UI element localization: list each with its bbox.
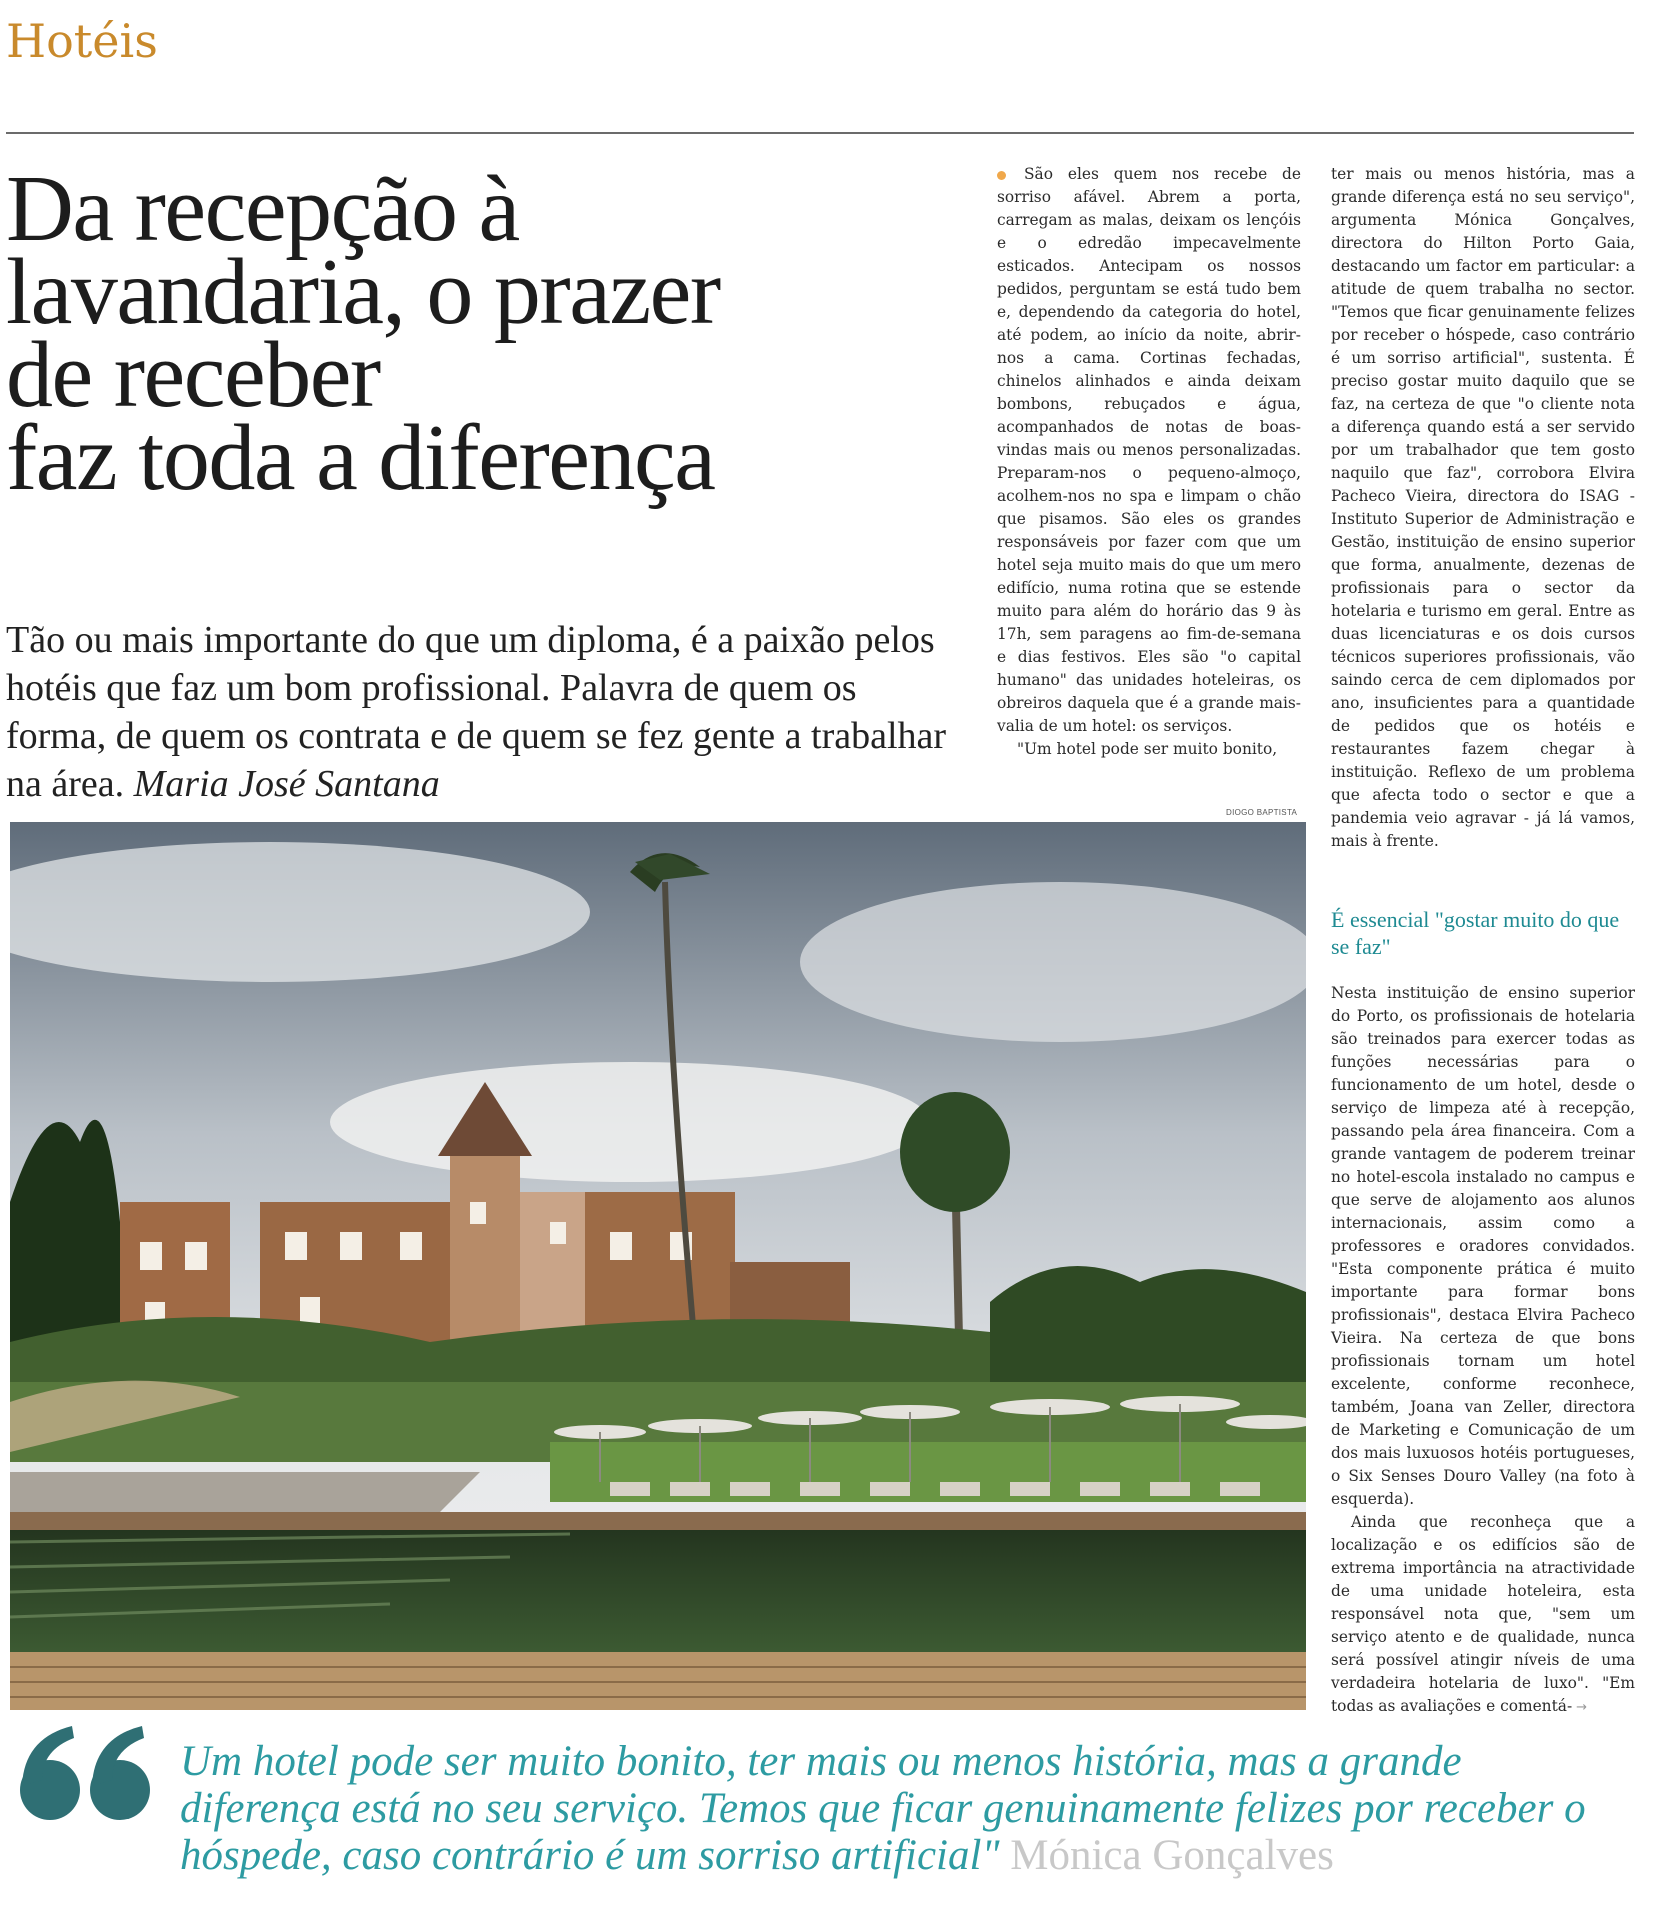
hotel-photo [10, 822, 1306, 1710]
quote-mark-icon [12, 1718, 162, 1832]
subheading: É essencial "gostar muito do que se faz" [1331, 907, 1620, 959]
headline-line: faz toda a diferença [6, 406, 715, 510]
headline-line: Da recepção à [6, 157, 519, 261]
body-paragraph: Ainda que reconheça que a localização e os edifícios são de extrema importância na atractividade de uma unidade hoteleira, esta responsável nota que, "sem um serviço atento e de qualidade, nunca será possível atingir níveis de uma verdadeira hotelaria de luxo". "Em todas as avaliações e comentá- → [1331, 1513, 1635, 1715]
body-paragraph: Nesta instituição de ensino superior do Porto, os profissionais de hotelaria são treinados para exercer todas as funções necessárias para o funcionamento de um hotel, desde o serviço de limpeza até à recepção, passando pela área financeira. Com a grande vantagem de poderem treinar no hotel-escola instalado no campus e que serve de alojamento aos alunos internacionais, assim como a professores e oradores convidados. "Esta componente prática é muito importante para formar bons profissionais", destaca Elvira Pacheco Vieira. Na certeza de que bons profissionais tornam um hotel excelente, conforme reconhece, também, Joana van Zeller, directora de Marketing e Comunicação de um dos mais luxuosos hotéis portugueses, o Six Senses Douro Valley (na foto à esquerda). [1331, 984, 1635, 1508]
body-paragraph: São eles quem nos recebe de sorriso afável. Abrem a porta, carregam as malas, deixam os lençóis e o edredão impecavelmente esticados. Antecipam os nossos pedidos, perguntam se está tudo bem e, dependendo da categoria do hotel, até podem, ao início da noite, abrir-nos a cama. Cortinas fechadas, chinelos alinhados e ainda deixam bombons, rebuçados e água, acompanhados de notas de boas-vindas mais ou menos personalizadas. Preparam-nos o pequeno-almoço, acolhem-nos no spa e limpam o chão que pisamos. São eles os grandes responsáveis por fazer com que um hotel seja muito mais do que um mero edifício, numa rotina que se estende muito para além do horário das 9 às 17h, sem paragens ao fim-de-semana e dias festivos. Eles são "o capital humano" das unidades hoteleiras, os obreiros daquela que é a grande mais-valia de um hotel: os serviços. [997, 165, 1301, 735]
body-column-2 [1331, 163, 1635, 853]
body-column-1 [997, 163, 1301, 761]
body-paragraph: ter mais ou menos história, mas a grande diferença está no seu serviço", argumenta Mónica Gonçalves, directora do Hilton Porto Gaia, destacando um factor em particular: a atitude de quem trabalha no sector. "Temos que ficar genuinamente felizes por receber o hóspede, caso contrário é um sorriso artificial", sustenta. É preciso gostar muito daquilo que se faz, na certeza de que "o cliente nota a diferença quando está a ser servido por um trabalhador que tem gosto naquilo que faz", corrobora Elvira Pacheco Vieira, directora do ISAG - Instituto Superior de Administração e Gestão, instituição de ensino superior que forma, anualmente, dezenas de profissionais para o sector da hotelaria e turismo em geral. Entre as duas licenciaturas e os dois cursos técnicos superiores profissionais, vão saindo cerca de cem diplomados por ano, insuficientes para a quantidade de pedidos que os hotéis e restaurantes fazem chegar à instituição. Reflexo de um problema que afecta todo o sector e que a pandemia veio agravar - já lá vamos, mais à frente. [1331, 165, 1635, 850]
headline-line: de receber [6, 323, 380, 427]
pull-quote-text: Um hotel pode ser muito bonito, ter mais ou menos história, mas a grande diferença está no seu serviço. Temos que ficar genuinamente felizes por receber o hóspede, caso contrário é um sorriso artificial" [180, 1738, 1586, 1879]
continue-arrow-icon: → [1576, 1700, 1588, 1715]
body-paragraph: "Um hotel pode ser muito bonito, [1017, 740, 1278, 758]
author-byline: Maria José Santana [133, 763, 440, 805]
standfirst-text: Tão ou mais importante do que um diploma, é a paixão pelos hotéis que faz um bom profissional. Palavra de quem os forma, de quem os contrata e de quem se fez gente a trabalhar na área. [6, 619, 947, 805]
headline-line: lavandaria, o prazer [6, 240, 720, 344]
standfirst [6, 616, 966, 808]
pull-quote [180, 1738, 1620, 1879]
headline [6, 157, 946, 510]
top-rule [6, 132, 1634, 134]
photo-credit: DIOGO BAPTISTA [1226, 808, 1298, 817]
body-column-2-continued [1331, 982, 1635, 1719]
section-label: Hotéis [6, 14, 158, 68]
bullet-dot-icon [997, 171, 1006, 180]
pull-quote-attribution: Mónica Gonçalves [1010, 1832, 1334, 1879]
